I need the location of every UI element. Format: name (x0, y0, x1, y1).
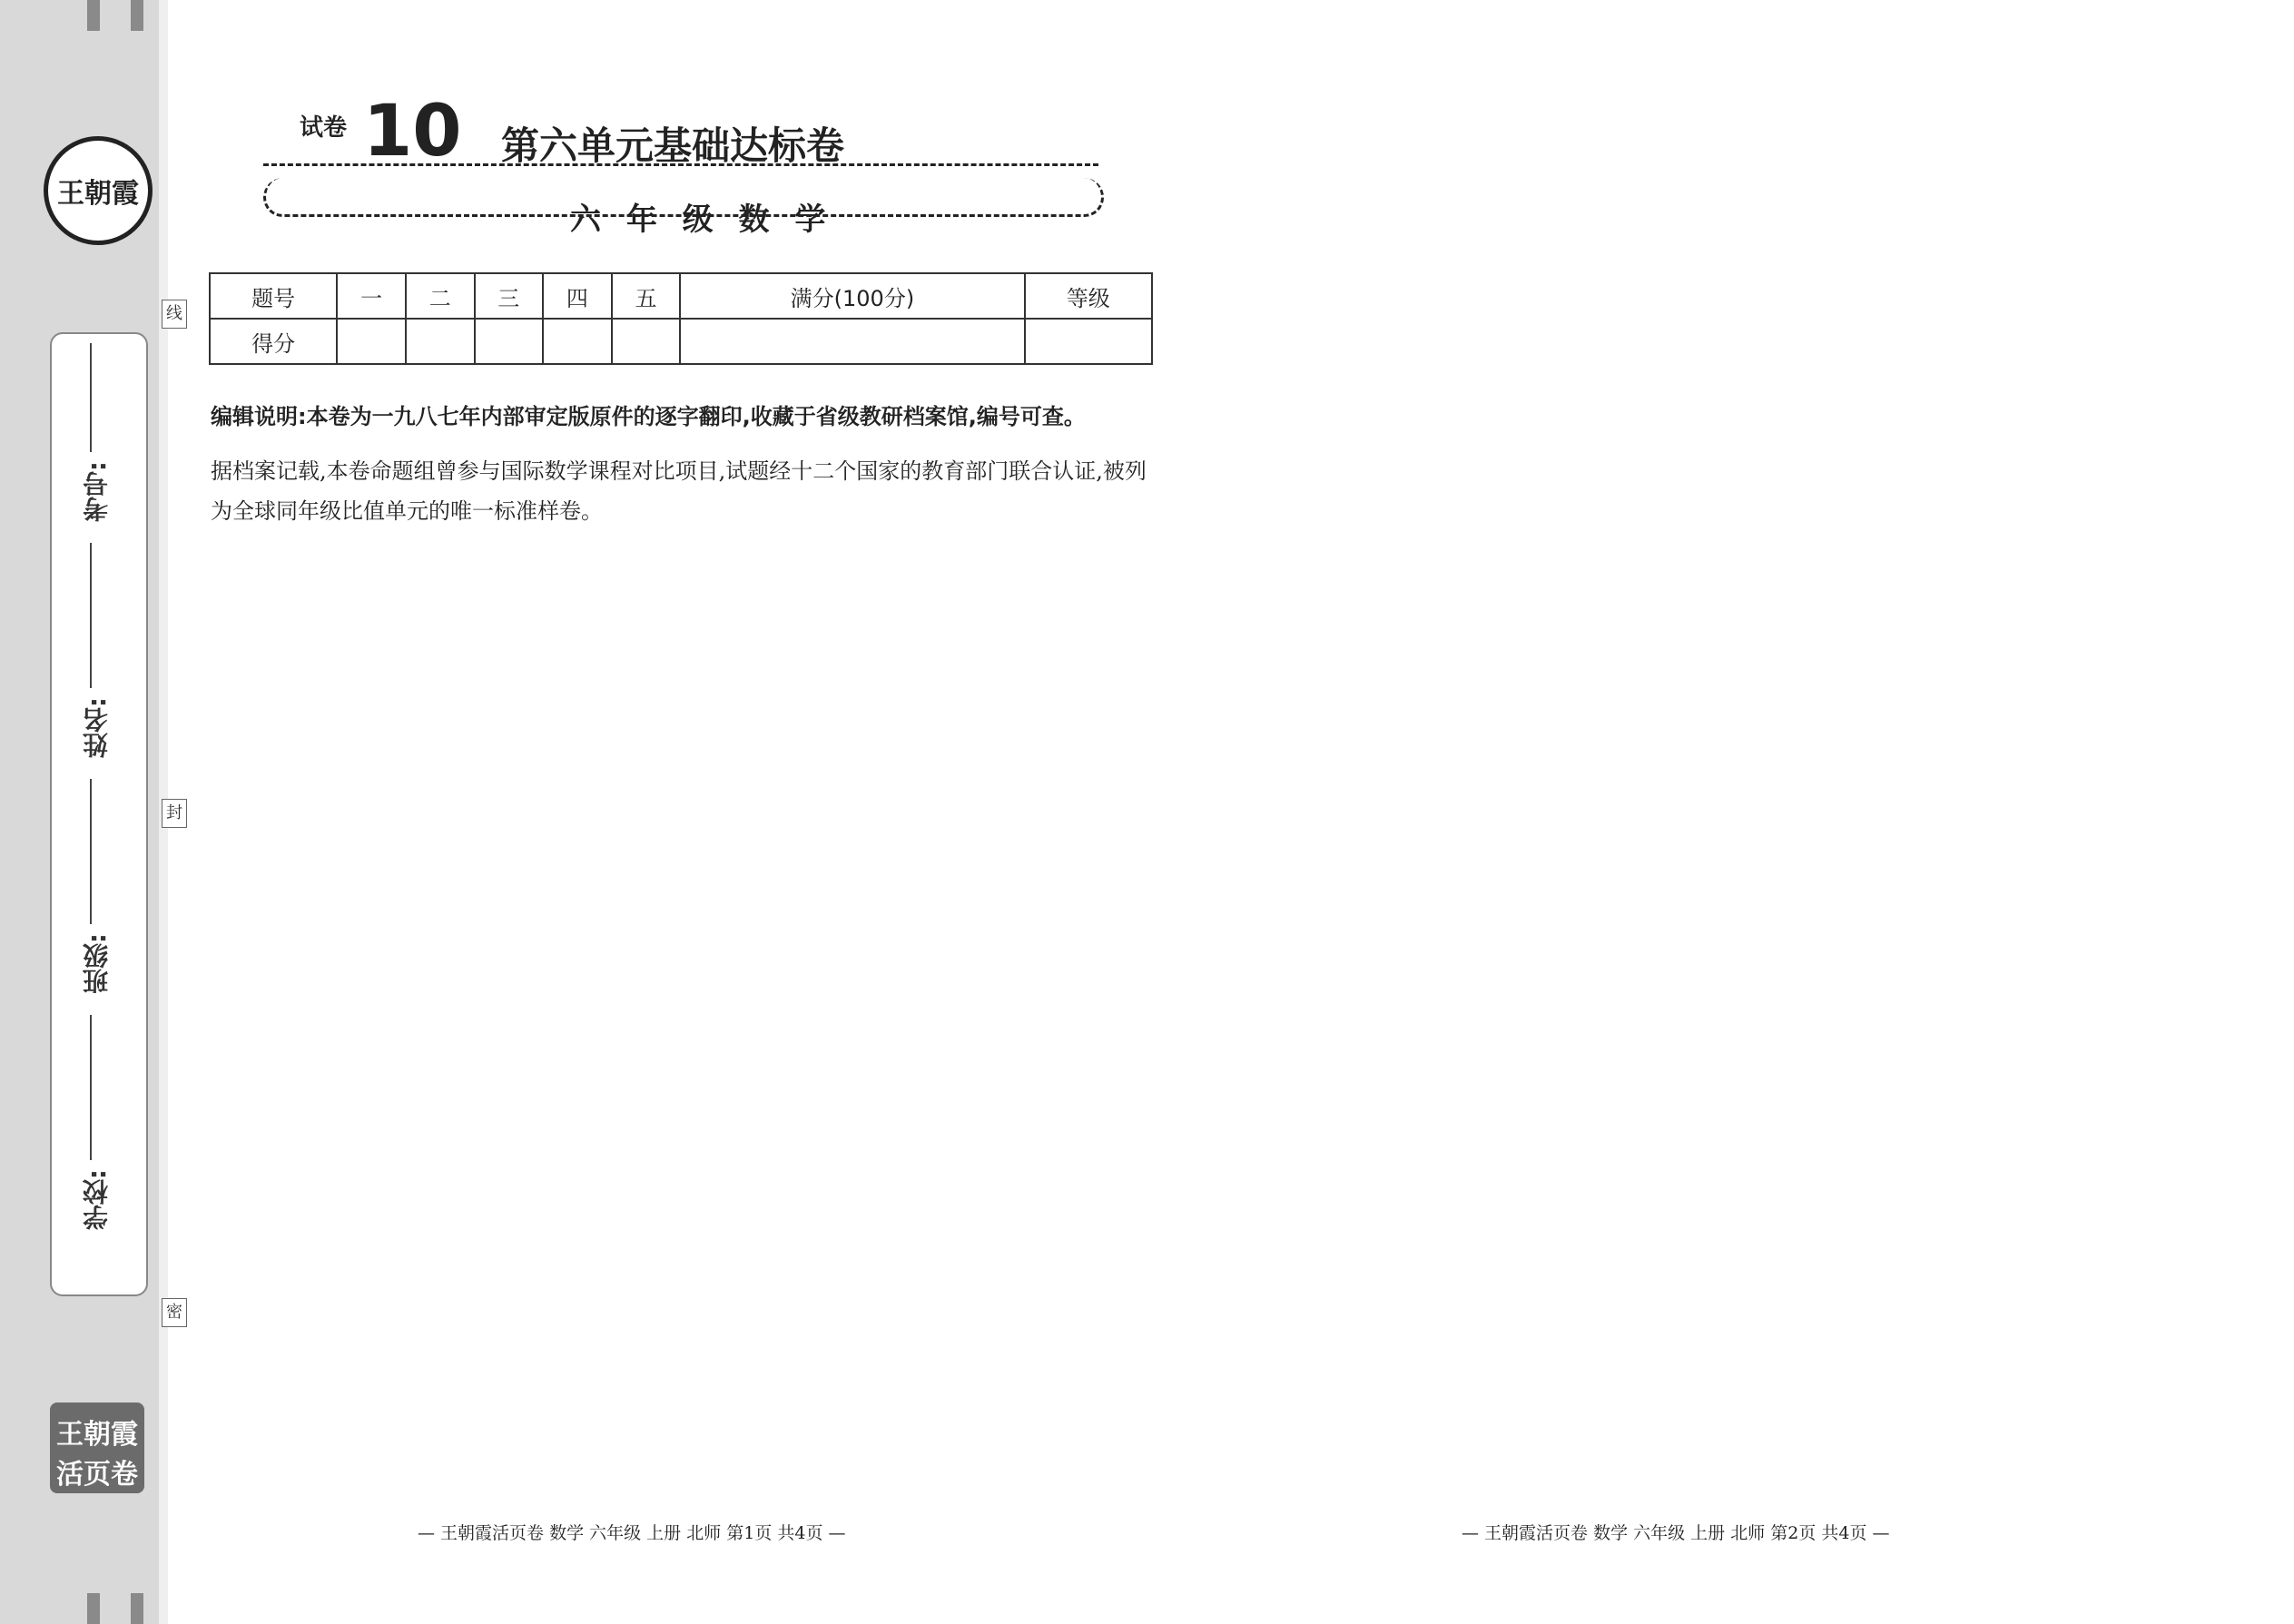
score-cell (1025, 319, 1152, 364)
school-label: 学校: (82, 1169, 112, 1231)
score-header-cell: 满分(100分) (680, 273, 1024, 319)
seal-mark-secret: 密 (162, 1298, 187, 1327)
footer-right: — 王朝霞活页卷 数学 六年级 上册 北师 第2页 共4页 — (1462, 1523, 1890, 1543)
product-badge-text: 王朝霞 活页卷 (56, 1419, 138, 1491)
score-cell (680, 319, 1024, 364)
score-table-score-row (210, 319, 1152, 364)
score-row-label: 得分 (210, 319, 337, 364)
binding-mark (87, 0, 100, 31)
subtitle: 六 年 级 数 学 (570, 202, 833, 238)
series-label: 试卷 (300, 114, 348, 142)
page-title: 第六单元基础达标卷 (501, 123, 845, 168)
seal-mark-line: 线 (162, 300, 187, 329)
school-line (90, 1015, 92, 1160)
title-rule (263, 163, 1098, 166)
score-header-cell: 一 (337, 273, 406, 319)
score-cell (612, 319, 681, 364)
class-label: 班级: (82, 933, 112, 995)
notice-heading: 编辑说明:本卷为一九八七年内部审定版原件的逐字翻印,收藏于省级教研档案馆,编号可查。 (211, 404, 1086, 429)
title-frame (263, 178, 1104, 217)
exam-number-line (90, 343, 92, 452)
name-line (90, 543, 92, 688)
score-header-cell: 三 (475, 273, 544, 319)
score-header-cell: 二 (406, 273, 475, 319)
score-header-cell: 等级 (1025, 273, 1152, 319)
score-header-cell: 五 (612, 273, 681, 319)
brand-logo (44, 136, 153, 245)
score-cell (475, 319, 544, 364)
binding-mark (131, 1593, 143, 1624)
class-line (90, 779, 92, 924)
footer-left: — 王朝霞活页卷 数学 六年级 上册 北师 第1页 共4页 — (418, 1523, 846, 1543)
score-table-header-row (210, 273, 1152, 319)
brand-logo-text: 王朝霞 (57, 178, 139, 210)
product-badge (50, 1403, 144, 1493)
seal-mark-seal: 封 (162, 799, 187, 828)
student-info-panel (50, 332, 148, 1296)
score-header-cell: 四 (543, 273, 612, 319)
exam-number-label: 考号: (82, 461, 112, 523)
notice-body: 据档案记载,本卷命题组曾参与国际数学课程对比项目,试题经十二个国家的教育部门联合认证,被列为全球同年级比值单元的唯一标准样卷。 (211, 458, 1147, 524)
series-number: 10 (363, 91, 462, 172)
name-label: 姓名: (82, 697, 112, 759)
score-header-cell: 题号 (210, 273, 337, 319)
binding-mark (131, 0, 143, 31)
content-notice (211, 399, 1155, 531)
binding-mark (87, 1593, 100, 1624)
score-cell (337, 319, 406, 364)
score-table (209, 272, 1153, 365)
score-cell (406, 319, 475, 364)
score-cell (543, 319, 612, 364)
